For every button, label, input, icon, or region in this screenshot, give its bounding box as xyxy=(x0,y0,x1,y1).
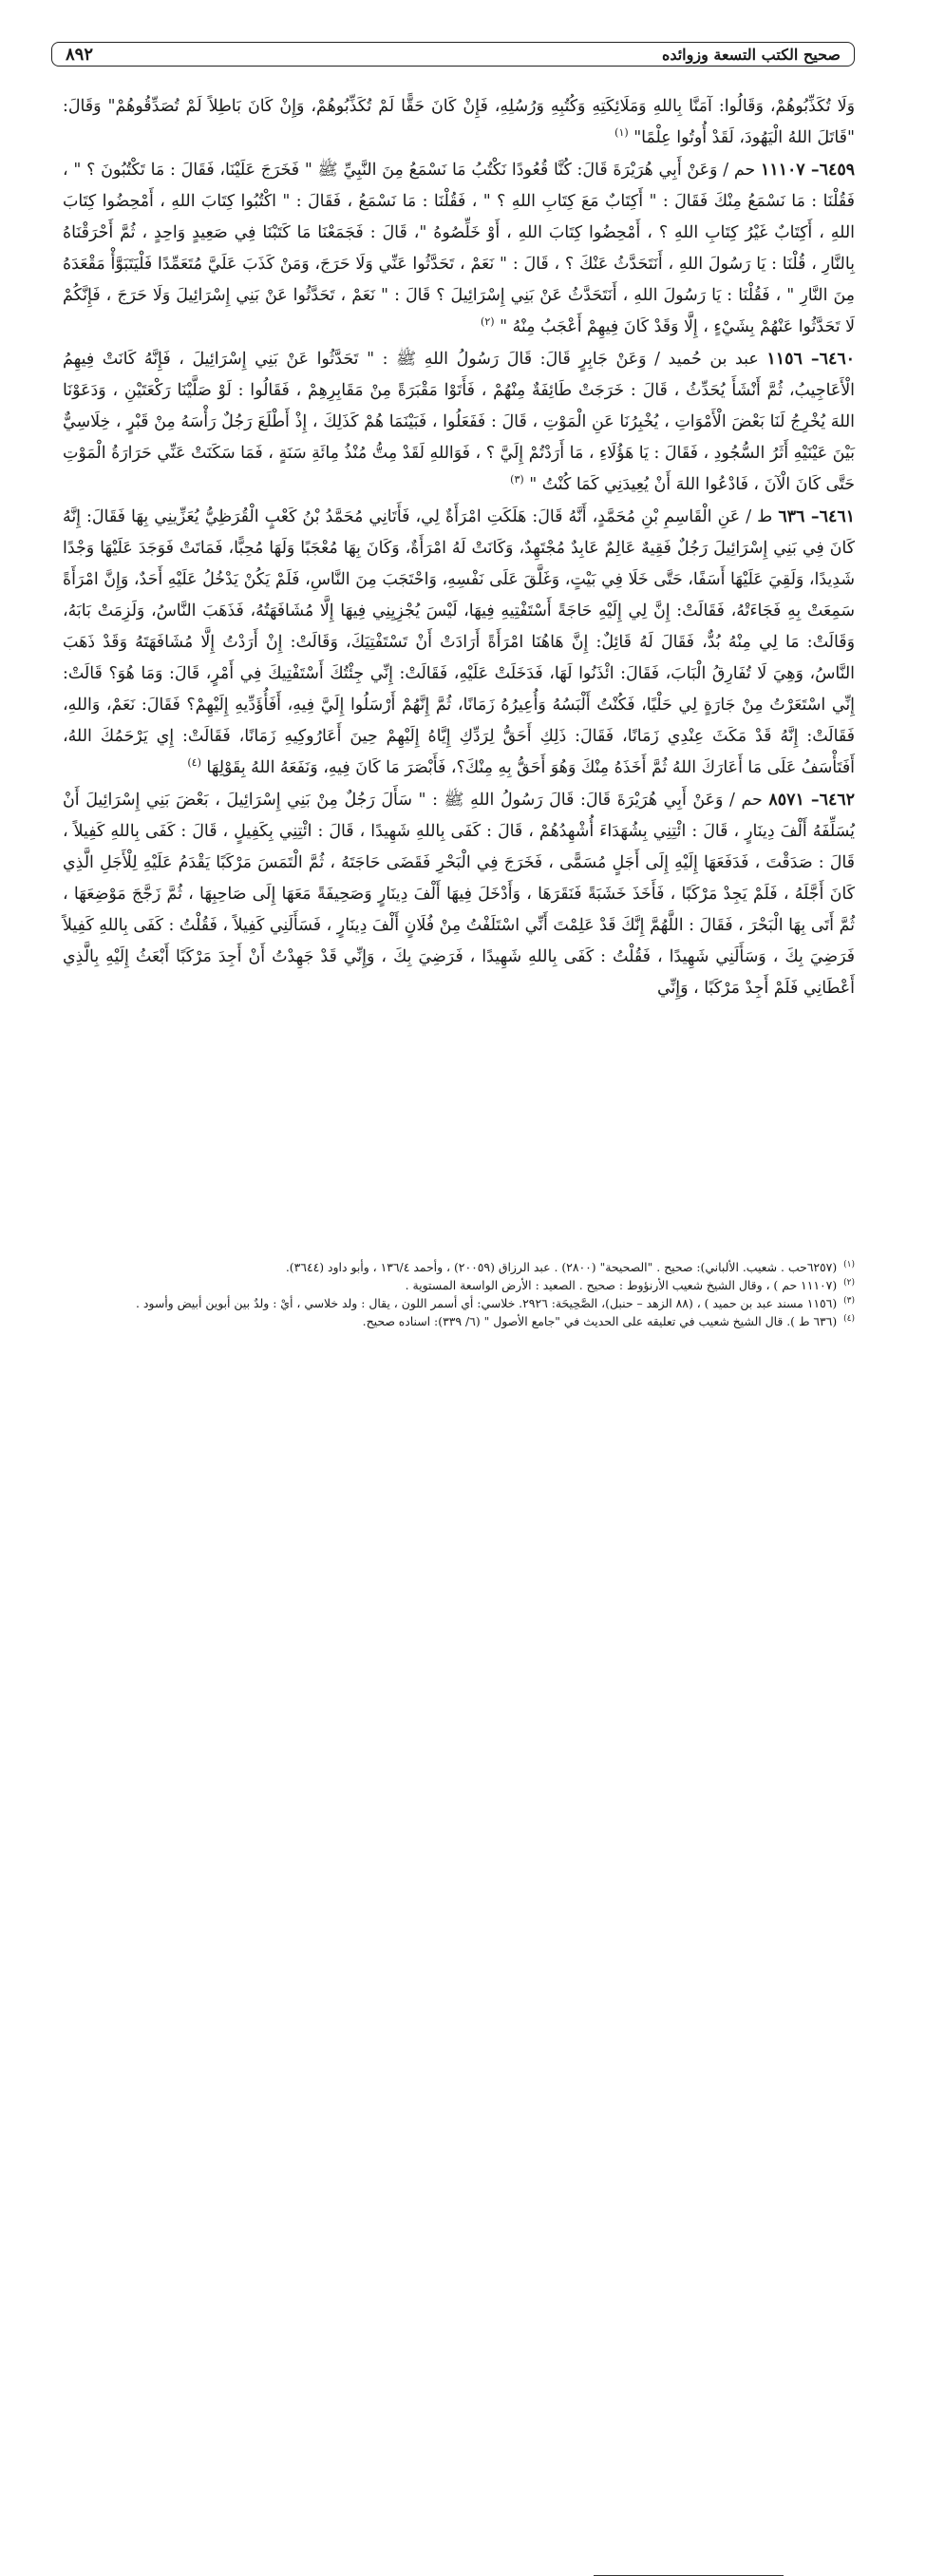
hadith-number: ٦٤٦٠– ١١٥٦ xyxy=(766,350,856,369)
main-text xyxy=(63,91,855,1004)
hadith-text: حم / وَعَنْ أَبِي هُرَيْرَةَ قَالَ: كُنَّا قُعُودًا نَكْتُبُ مَا نَسْمَعُ مِنَ النَّبِيِّ ﷺ " فَخَرَجَ عَلَيْنَا، فَقَالَ : مَا تَكْتُبُونَ ؟ " ، فَقُلْنَا : مَا نَسْمَعُ مِنْكَ فَقَالَ : " أَكِتَابٌ مَعَ كِتَابِ اللهِ ؟ " ، فَقُلْنَا : مَا نَسْمَعُ ، فَقَالَ : " اكْتُبُوا كِتَابَ اللهِ ، أَمْحِضُوا كِتَابَ اللهِ ، أَكِتَابٌ غَيْرُ كِتَابِ اللهِ ؟ ، أَمْحِضُوا كِتَابَ اللهِ ، أَوْ خَلِّصُوهُ "، قَالَ : فَجَمَعْنَا مَا كَتَبْنَا فِي صَعِيدٍ وَاحِدٍ ، ثُمَّ أَحْرَقْنَاهُ بِالنَّارِ ، قُلْنَا : يَا رَسُولَ اللهِ ، أَنَتَحَدَّثُ عَنْكَ ؟ ، قَالَ : " نَعَمْ ، تَحَدَّثُوا عَنِّي وَلَا حَرَجَ، وَمَنْ كَذَبَ عَلَيَّ مُتَعَمِّدًا فَلْيَتَبَوَّأْ مَقْعَدَهُ مِنَ النَّارِ " ، فَقُلْنَا : يَا رَسُولَ اللهِ ، أَنَتَحَدَّثُ عَنْ بَنِي إِسْرَائِيلَ ؟ قَالَ : " نَعَمْ ، تَحَدَّثُوا عَنْ بَنِي إِسْرَائِيلَ وَلَا حَرَجَ ، فَإِنَّكُمْ لَا تَحَدَّثُوا عَنْهُمْ بِشَيْءٍ ، إِلَّا وَقَدْ كَانَ فِيهِمْ أَعْجَبُ مِنْهُ " xyxy=(63,161,855,336)
book-title: صحيح الكتب التسعة وزوائده xyxy=(661,45,841,64)
footnote-mark: (٢) xyxy=(843,1277,855,1288)
footnote-ref: (٤) xyxy=(187,756,201,770)
footnote xyxy=(63,1258,855,1276)
hadith-text: حم / وَعَنْ أَبِي هُرَيْرَةَ قَالَ: قَالَ رَسُولُ اللهِ ﷺ : " سَأَلَ رَجُلٌ مِنْ بَنِي إِسْرَائِيلَ ، بَعْضَ بَنِي إِسْرَائِيلَ أَنْ يُسَلِّفَهُ أَلْفَ دِينَارٍ ، قَالَ : ائْتِنِي بِشُهَدَاءَ أُشْهِدُهُمْ ، قَالَ : كَفَى بِاللهِ شَهِيدًا ، قَالَ : ائْتِنِي بِكَفِيلٍ ، قَالَ : كَفَى بِاللهِ كَفِيلاً ، قَالَ : صَدَقْتَ ، فَدَفَعَهَا إِلَيْهِ إِلَى أَجَلٍ مُسَمًّى ، فَخَرَجَ فِي الْبَحْرِ فَقَضَى حَاجَتَهُ ، ثُمَّ الْتَمَسَ مَرْكَبًا يَقْدَمُ عَلَيْهِ لِلْأَجَلِ الَّذِي كَانَ أَجَّلَهُ ، فَلَمْ يَجِدْ مَرْكَبًا ، فَأَخَذَ خَشَبَةً فَنَقَرَهَا ، وَأَدْخَلَ فِيهَا أَلْفَ دِينَارٍ وَصَحِيفَةً مَعَهَا إِلَى صَاحِبِهَا ، ثُمَّ زَجَّجَ مَوْضِعَهَا ، ثُمَّ أَتَى بِهَا الْبَحْرَ ، فَقَالَ : اللَّهُمَّ إِنَّكَ قَدْ عَلِمْتَ أَنِّي اسْتَلَفْتُ مِنْ فُلَانٍ أَلْفَ دِينَارٍ ، فَسَأَلَنِي كَفِيلاً ، فَقُلْتُ : كَفَى بِاللهِ كَفِيلاً فَرَضِيَ بِكَ ، وَسَأَلَنِي شَهِيدًا ، فَقُلْتُ : كَفَى بِاللهِ شَهِيدًا ، فَرَضِيَ بِكَ ، وَإِنِّي قَدْ جَهِدْتُ أَنْ أَجِدَ مَرْكَبًا أَبْعَثُ إِلَيْهِ بِالَّذِي أَعْطَانِي فَلَمْ أَجِدْ مَرْكَبًا ، وَإِنِّي xyxy=(63,791,855,998)
running-header xyxy=(51,42,855,67)
hadith-paragraph xyxy=(63,502,855,784)
footnotes xyxy=(63,1258,855,1330)
hadith-number: ٦٤٦١– ٦٣٦ xyxy=(778,507,856,526)
footnote xyxy=(63,1312,855,1330)
footnote-text: (١١١٠٧ حم ) ، وقال الشيخ شعيب الأرنؤوط : صحيح . الصعيد : الأرض الواسعة المستوية . xyxy=(405,1278,838,1292)
footnote-text: (٦٣٦ ط ). قال الشيخ شعيب في تعليقه على الحديث في "جامع الأصول " (٦/ ٣٣٩): اسناده صحيح. xyxy=(362,1314,838,1328)
footnote-text: (٦٢٥٧حب . شعيب. الألباني): صحيح . "الصحيحة" (٢٨٠٠) . عبد الرزاق (٢٠٠٥٩) ، وأحمد ١٣٦/٤ ، وأبو داود (٣٦٤٤). xyxy=(285,1260,838,1274)
footnote-ref: (٣) xyxy=(510,473,524,487)
hadith-paragraph xyxy=(63,344,855,501)
page-number: ٨٩٢ xyxy=(66,44,94,65)
hadith-paragraph xyxy=(63,155,855,343)
hadith-number: ٦٤٥٩– ١١١٠٧ xyxy=(760,161,856,180)
footnote-ref: (١) xyxy=(614,126,629,140)
footnote-text: (١١٥٦ مسند عبد بن حميد ) ، (٨٨ الزهد – حنبل)، الصَّحِيحَة: ٢٩٢٦. خلاسي: أي أسمر اللون ، يقال : ولد خلاسي ، أيْ : ولدٌ بين أبوين أبيض وأسود . xyxy=(136,1296,838,1310)
footnote-mark: (١) xyxy=(843,1259,855,1269)
footnote-mark: (٣) xyxy=(843,1295,855,1306)
continuation-paragraph xyxy=(63,91,855,154)
hadith-text: ط / عَنِ الْقَاسِمِ بْنِ مُحَمَّدٍ، أَنَّهُ قَالَ: هَلَكَتِ امْرَأَةٌ لِي، فَأَتَانِي مُحَمَّدُ بْنُ كَعْبٍ الْقُرَظِيُّ يُعَزِّينِي بِهَا فَقَالَ: إِنَّهُ كَانَ فِي بَنِي إِسْرَائِيلَ رَجُلٌ فَقِيهٌ عَالِمٌ عَابِدٌ مُجْتَهِدٌ، وَكَانَتْ لَهُ امْرَأَةٌ، وَكَانَ بِهَا مُعْجَبًا وَلَهَا مُحِبًّا، فَمَاتَتْ فَوَجَدَ عَلَيْهَا وَجْدًا شَدِيدًا، وَلَقِيَ عَلَيْهَا أَسَفًا، حَتَّى خَلَا فِي بَيْتٍ، وَغَلَّقَ عَلَى نَفْسِهِ، وَاحْتَجَبَ مِنَ النَّاسِ، فَلَمْ يَكُنْ يَدْخُلُ عَلَيْهِ أَحَدٌ، وَإِنَّ امْرَأَةً سَمِعَتْ بِهِ فَجَاءَتْهُ، فَقَالَتْ: إِنَّ لِي إِلَيْهِ حَاجَةً أَسْتَفْتِيهِ فِيهَا، لَيْسَ يُجْزِيِنِي فِيهَا إِلَّا مُشَافَهَتُهُ، فَذَهَبَ النَّاسُ، وَلَزِمَتْ بَابَهُ، وَقَالَتْ: مَا لِي مِنْهُ بُدٌّ، فَقَالَ لَهُ قَائِلٌ: إِنَّ هَاهُنَا امْرَأَةً أَرَادَتْ أَنْ تَسْتَفْتِيَكَ، وَقَالَتْ: إِنْ أَرَدْتُ إِلَّا مُشَافَهَتَهُ وَقَدْ ذَهَبَ النَّاسُ، وَهِيَ لَا تُفَارِقُ الْبَابَ، فَقَالَ: ائْذَنُوا لَهَا، فَدَخَلَتْ عَلَيْهِ، فَقَالَتْ: إِنِّي جِئْتُكَ أَسْتَفْتِيكَ فِي أَمْرٍ، قَالَ: وَمَا هُوَ؟ قَالَتْ: إِنِّي اسْتَعَرْتُ مِنْ جَارَةٍ لِي حَلْيًا، فَكُنْتُ أَلْبَسُهُ وَأُعِيرُهُ زَمَانًا، ثُمَّ إِنَّهُمْ أَرْسَلُوا إِلَيَّ فِيهِ، أَفَأُؤَدِّيهِ إِلَيْهِمْ؟ فَقَالَ: نَعَمْ، وَاللهِ، فَقَالَتْ: إِنَّهُ قَدْ مَكَثَ عِنْدِي زَمَانًا، فَقَالَ: ذَلِكِ أَحَقُّ لِرَدِّكِ إِيَّاهُ إِلَيْهِمْ حِينَ أَعَارُوكِيهِ زَمَانًا، فَقَالَتْ: إِي يَرْحَمُكَ اللهُ، أَفَتَأْسَفُ عَلَى مَا أَعَارَكَ اللهُ ثُمَّ أَخَذَهُ مِنْكَ وَهُوَ أَحَقُّ بِهِ مِنْكَ؟، فَأَبْصَرَ مَا كَانَ فِيهِ، وَنَفَعَهُ اللهُ بِقَوْلِهَا xyxy=(63,507,855,777)
hadith-text: عبد بن حُميد / وَعَنْ جَابِرٍ قَالَ: قَالَ رَسُولُ اللهِ ﷺ : " تَحَدَّثُوا عَنْ بَنِي إِسْرَائِيلَ ، فَإِنَّهُ كَانَتْ فِيهِمُ الْأَعَاجِيبُ، ثُمَّ أَنْشَأَ يُحَدِّثُ ، قَالَ : خَرَجَتْ طَائِفَةٌ مِنْهُمْ ، فَأَتَوْا مَقْبَرَةً مِنْ مَقَابِرِهِمْ ، فَقَالُوا : لَوْ صَلَّيْنَا رَكْعَتَيْنِ ، وَدَعَوْنَا اللهَ يُخْرِجُ لَنَا بَعْضَ الْأَمْوَاتِ ، يُخْبِرُنَا عَنِ الْمَوْتِ ، قَالَ : فَفَعَلُوا ، فَبَيْنَمَا هُمْ كَذَلِكَ ، إِذْ أَطْلَعَ رَجُلٌ رَأْسَهُ مِنْ قَبْرٍ ، خِلَاسِيٌّ بَيْنَ عَيْنَيْهِ أَثَرُ السُّجُودِ ، فَقَالَ : يَا هَؤُلَاءِ ، مَا أَرَدْتُمْ إِلَيَّ ؟ ، فَوَاللهِ لَقَدْ مِتُّ مُنْذُ مِائَةِ سَنَةٍ ، فَمَا سَكَنَتْ عَنِّي حَرَارَةُ الْمَوْتِ حَتَّى كَانَ الْآنَ ، فَادْعُوا اللهَ أَنْ يُعِيدَنِي كَمَا كُنْتُ " xyxy=(63,350,855,494)
continuation-text: وَلَا تُكَذِّبُوهُمْ، وَقَالُوا: آمَنَّا بِاللهِ وَمَلَائِكَتِهِ وَكُتُبِهِ وَرُسُلِهِ، فَإِنْ كَانَ حَقًّا لَمْ تُكَذِّبُوهُمْ، وَإِنْ كَانَ بَاطِلاً لَمْ تُصَدِّقُوهُمْ" وَقَالَ: "قَاتَلَ اللهُ الْيَهُودَ، لَقَدْ أُوتُوا عِلْمًا" xyxy=(63,97,855,147)
hadith-number: ٦٤٦٢– ٨٥٧١ xyxy=(768,791,855,810)
footnote-ref: (٢) xyxy=(481,315,495,329)
footnote xyxy=(63,1294,855,1312)
footnote xyxy=(63,1276,855,1294)
footnote-mark: (٤) xyxy=(843,1313,855,1324)
hadith-paragraph xyxy=(63,785,855,1004)
